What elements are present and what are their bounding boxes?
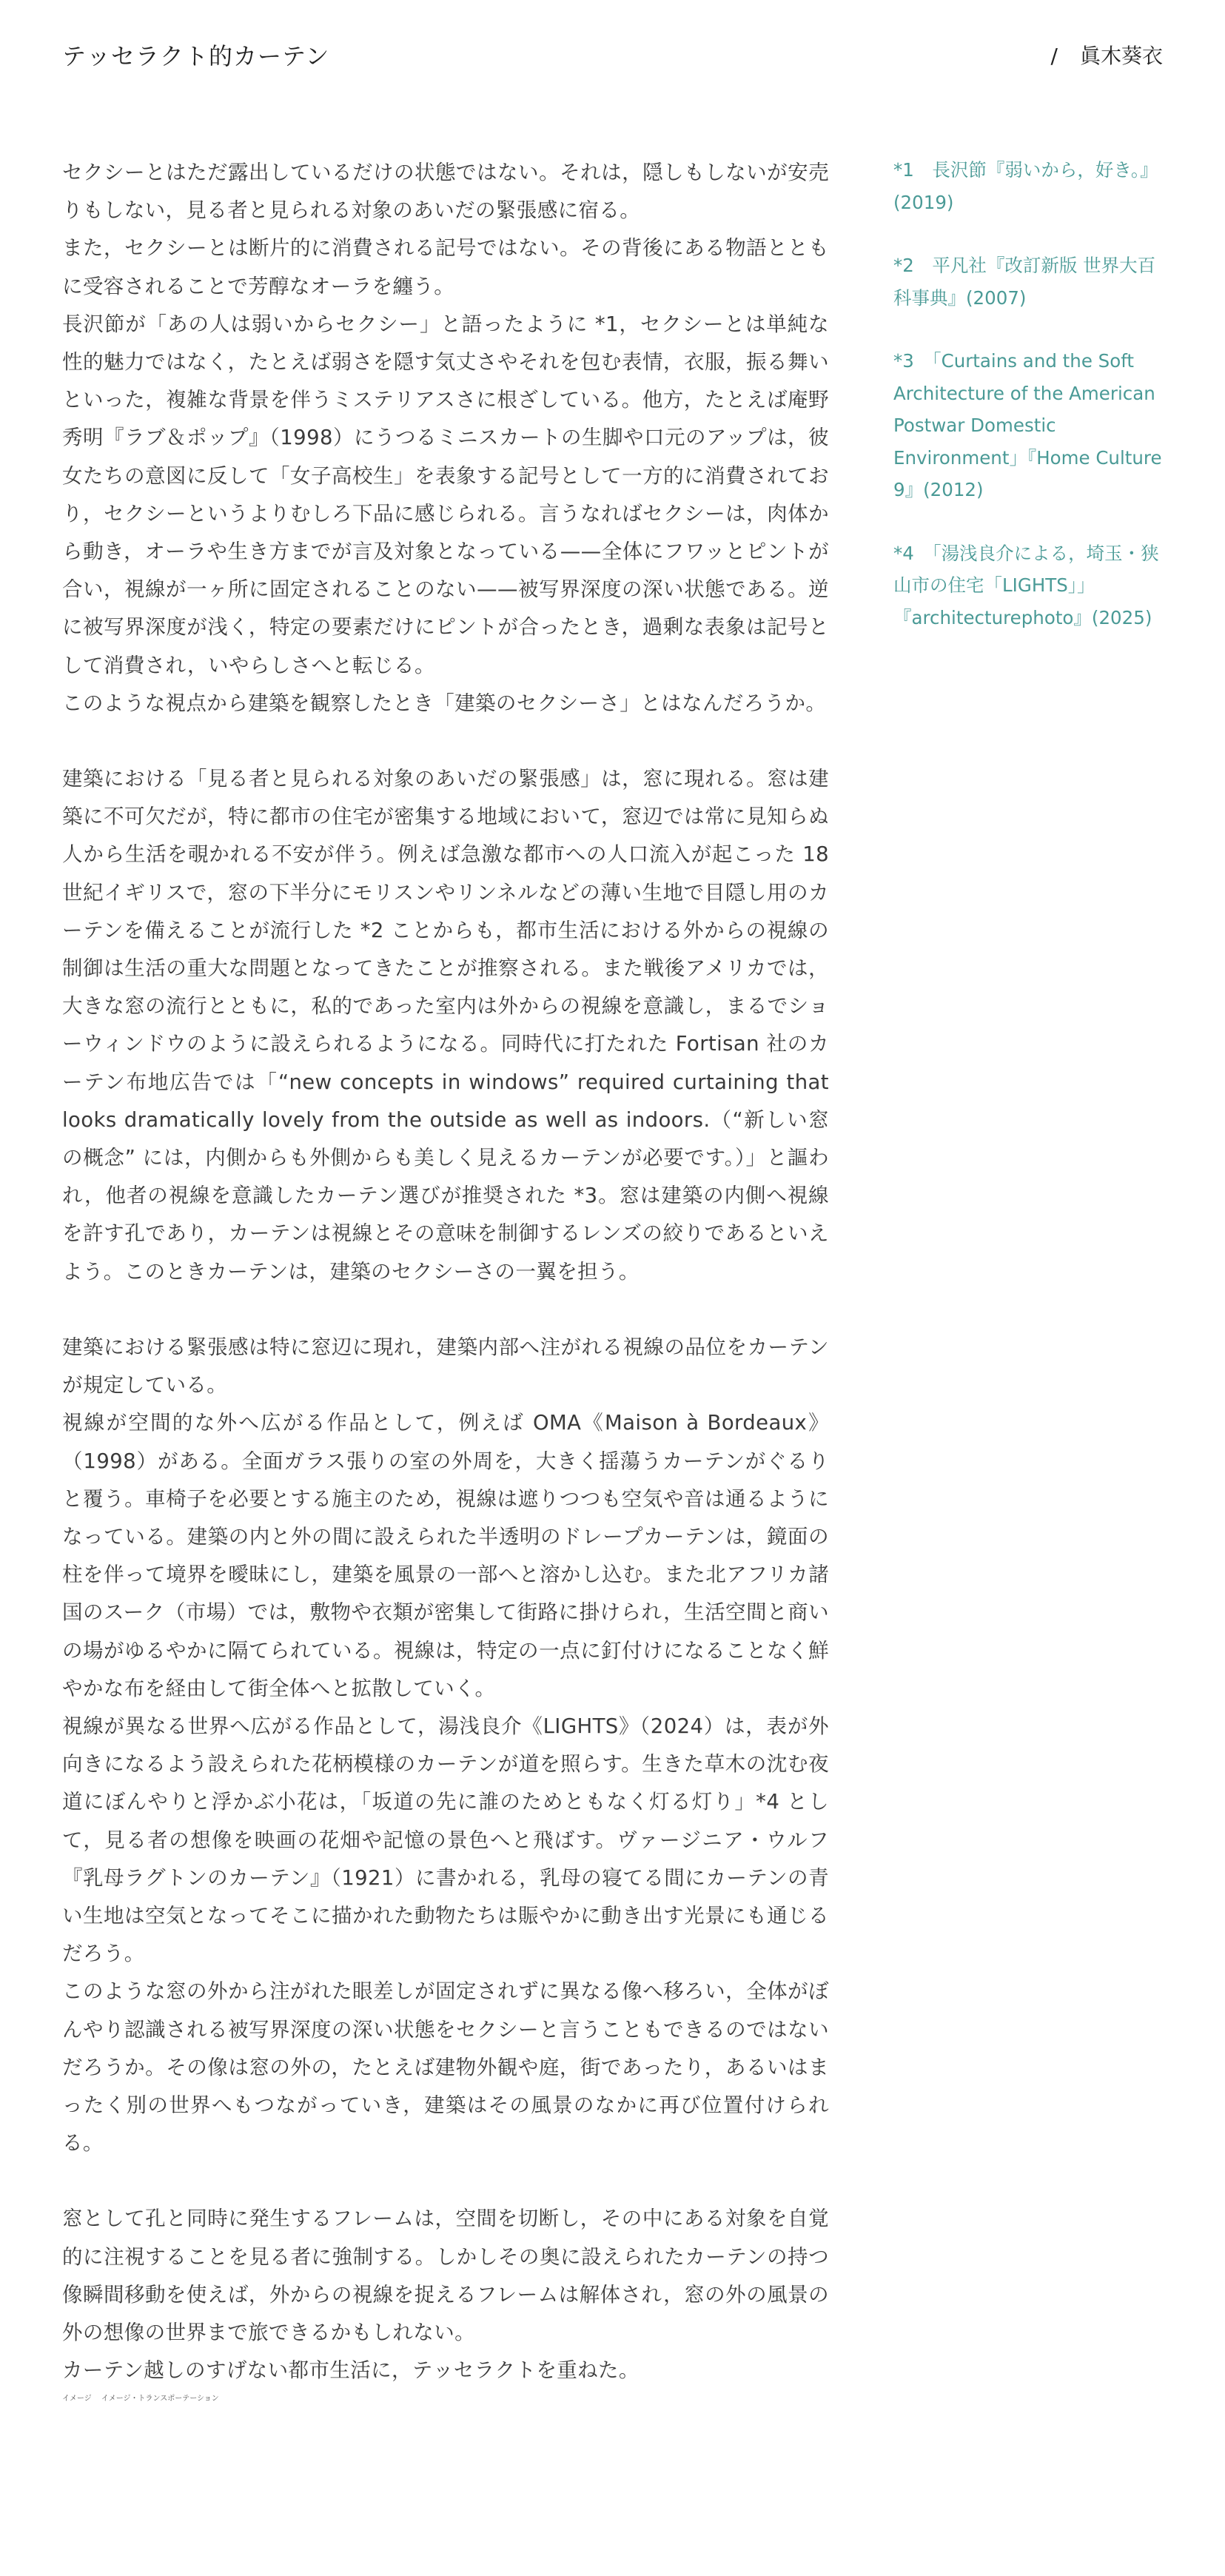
footnote-2: *2 平凡社『改訂新版 世界大百科事典』(2007): [893, 255, 1156, 309]
body-paragraph: また，セクシーとは断片的に消費される記号ではない。その背後にある物語とともに受容されることで芳醇なオーラを纏う。: [62, 236, 829, 298]
footnotes-sidebar: [893, 154, 1169, 665]
footnote-4: *4 「湯浅良介による，埼玉・狭山市の住宅「LIGHTS」」『architecturephoto』(2025): [893, 542, 1159, 628]
footnote-1: *1 長沢節『弱いから，好き。』(2019): [893, 159, 1158, 213]
article-body: [62, 154, 829, 2404]
paragraph-gap: [62, 1291, 829, 1329]
byline-separator: /: [1050, 44, 1058, 68]
ruby-reading-image: イメージ: [62, 2395, 92, 2404]
ruby-reading-teleport: イメージ・トランスポーテーション: [101, 2395, 219, 2404]
body-paragraph: 長沢節が「あの人は弱いからセクシー」と語ったように *1，セクシーとは単純な性的魅力ではなく，たとえば弱さを隠す気丈さやそれを包む表情，衣服，振る舞いといった，複雑な背景を伴うミステリアスさに根ざしている。他方，たとえば庵野秀明『ラブ＆ポップ』（1998）にうつるミニスカートの生脚や口元のアップは，彼女たちの意図に反して「女子高校生」を表象する記号として一方的に消費されており，セクシーというよりむしろ下品に感じられる。言うなればセクシーは，肉体から動き，オーラや生き方までが言及対象となっている——全体にフワッとピントが合い，視線が一ヶ所に固定されることのない——被写界深度の深い状態である。逆に被写界深度が浅く，特定の要素だけにピントが合ったとき，過剰な表象は記号として消費され，いやらしさへと転じる。: [62, 312, 829, 677]
body-paragraph: カーテン越しのすげない都市生活に，テッセラクトを重ねた。: [62, 2358, 640, 2383]
body-paragraph: 建築における緊張感は特に窓辺に現れ，建築内部へ注がれる視線の品位をカーテンが規定している。: [62, 1335, 829, 1398]
body-paragraph: 視線が空間的な外へ広がる作品として，例えば OMA《Maison à Bordeaux》（1998）がある。全面ガラス張りの室の外周を，大きく揺蕩うカーテンがぐるりと覆う。車椅子を必要とする施主のため，視線は遮りつつも空気や音は通るようになっている。建築の内と外の間に設えられた半透明のドレープカーテンは，鏡面の柱を伴って境界を曖昧にし，建築を風景の一部へと溶かし込む。また北アフリカ諸国のスーク（市場）では，敷物や衣類が密集して街路に掛けられ，生活空間と商いの場がゆるやかに隔てられている。視線は，特定の一点に釘付けになることなく鮮やかな布を経由して街全体へと拡散していく。: [62, 1411, 829, 1700]
author-byline: [1051, 36, 1163, 77]
body-paragraph: 建築における「見る者と見られる対象のあいだの緊張感」は，窓に現れる。窓は建築に不可欠だが，特に都市の住宅が密集する地域において，窓辺では常に見知らぬ人から生活を覗かれる不安が伴う。例えば急激な都市への人口流入が起こった 18 世紀イギリスで，窓の下半分にモリスンやリンネルなどの薄い生地で目隠し用のカーテンを備えることが流行した *2 ことからも，都市生活における外からの視線の制御は生活の重大な問題となってきたことが推察される。また戦後アメリカでは，大きな窓の流行とともに，私的であった室内は外からの視線を意識し，まるでショーウィンドウのように設えられるようになる。同時代に打たれた Fortisan 社のカーテン布地広告では「“new concepts in windows” required curtaining that looks dramatically lovely from the outside as well as indoors.（“新しい窓の概念” には，内側からも外側からも美しく見えるカーテンが必要です。）」と謳われ，他者の視線を意識したカーテン選びが推奨された *3。窓は建築の内側へ視線を許す孔であり，カーテンは視線とその意味を制御するレンズの絞りであるといえよう。このときカーテンは，建築のセクシーさの一翼を担う。: [62, 767, 829, 1284]
body-paragraph: このような窓の外から注がれた眼差しが固定されずに異なる像へ移ろい，全体がぼんやり認識される被写界深度の深い状態をセクシーと言うこともできるのではないだろうか。その像は窓の外の，たとえば建物外観や庭，街であったり，あるいはまったく別の世界へもつながっていき，建築はその風景のなかに再び位置付けられる。: [62, 1979, 829, 2156]
paragraph-gap: [62, 722, 829, 760]
page-header: [62, 36, 1163, 77]
body-paragraph: セクシーとはただ露出しているだけの状態ではない。それは，隠しもしないが安売りもしない，見る者と見られる対象のあいだの緊張感に宿る。: [62, 161, 829, 223]
body-paragraph: 窓として孔と同時に発生するフレームは，空間を切断し，その中にある対象を自覚的に注視することを見る者に強制する。しかしその奥に設えられたカーテンの持つ像瞬間移動を使えば，外からの視線を捉えるフレームは解体され，窓の外の風景の外の想像の世界まで旅できるかもしれない。: [62, 2207, 829, 2344]
article-title: テッセラクト的カーテン: [62, 42, 330, 70]
footnote-3: *3 「Curtains and the Soft Architecture of the American Postwar Domestic Environment」『Home Culture 9』(2012): [893, 350, 1162, 500]
body-paragraph: 視線が異なる世界へ広がる作品として，湯浅良介《LIGHTS》（2024）は，表が外向きになるよう設えられた花柄模様のカーテンが道を照らす。生きた草木の沈む夜道にぼんやりと浮かぶ小花は，「坂道の先に誰のためともなく灯る灯り」*4 として，見る者の想像を映画の花畑や記憶の景色へと飛ばす。ヴァージニア・ウルフ『乳母ラグトンのカーテン』（1921）に書かれる，乳母の寝てる間にカーテンの青い生地は空気となってそこに描かれた動物たちは賑やかに動き出す光景にも通じるだろう。: [62, 1714, 829, 1966]
body-paragraph: このような視点から建築を観察したとき「建築のセクシーさ」とはなんだろうか。: [62, 691, 827, 715]
author-name: 眞木葵衣: [1079, 44, 1163, 68]
paragraph-gap: [62, 2162, 829, 2200]
